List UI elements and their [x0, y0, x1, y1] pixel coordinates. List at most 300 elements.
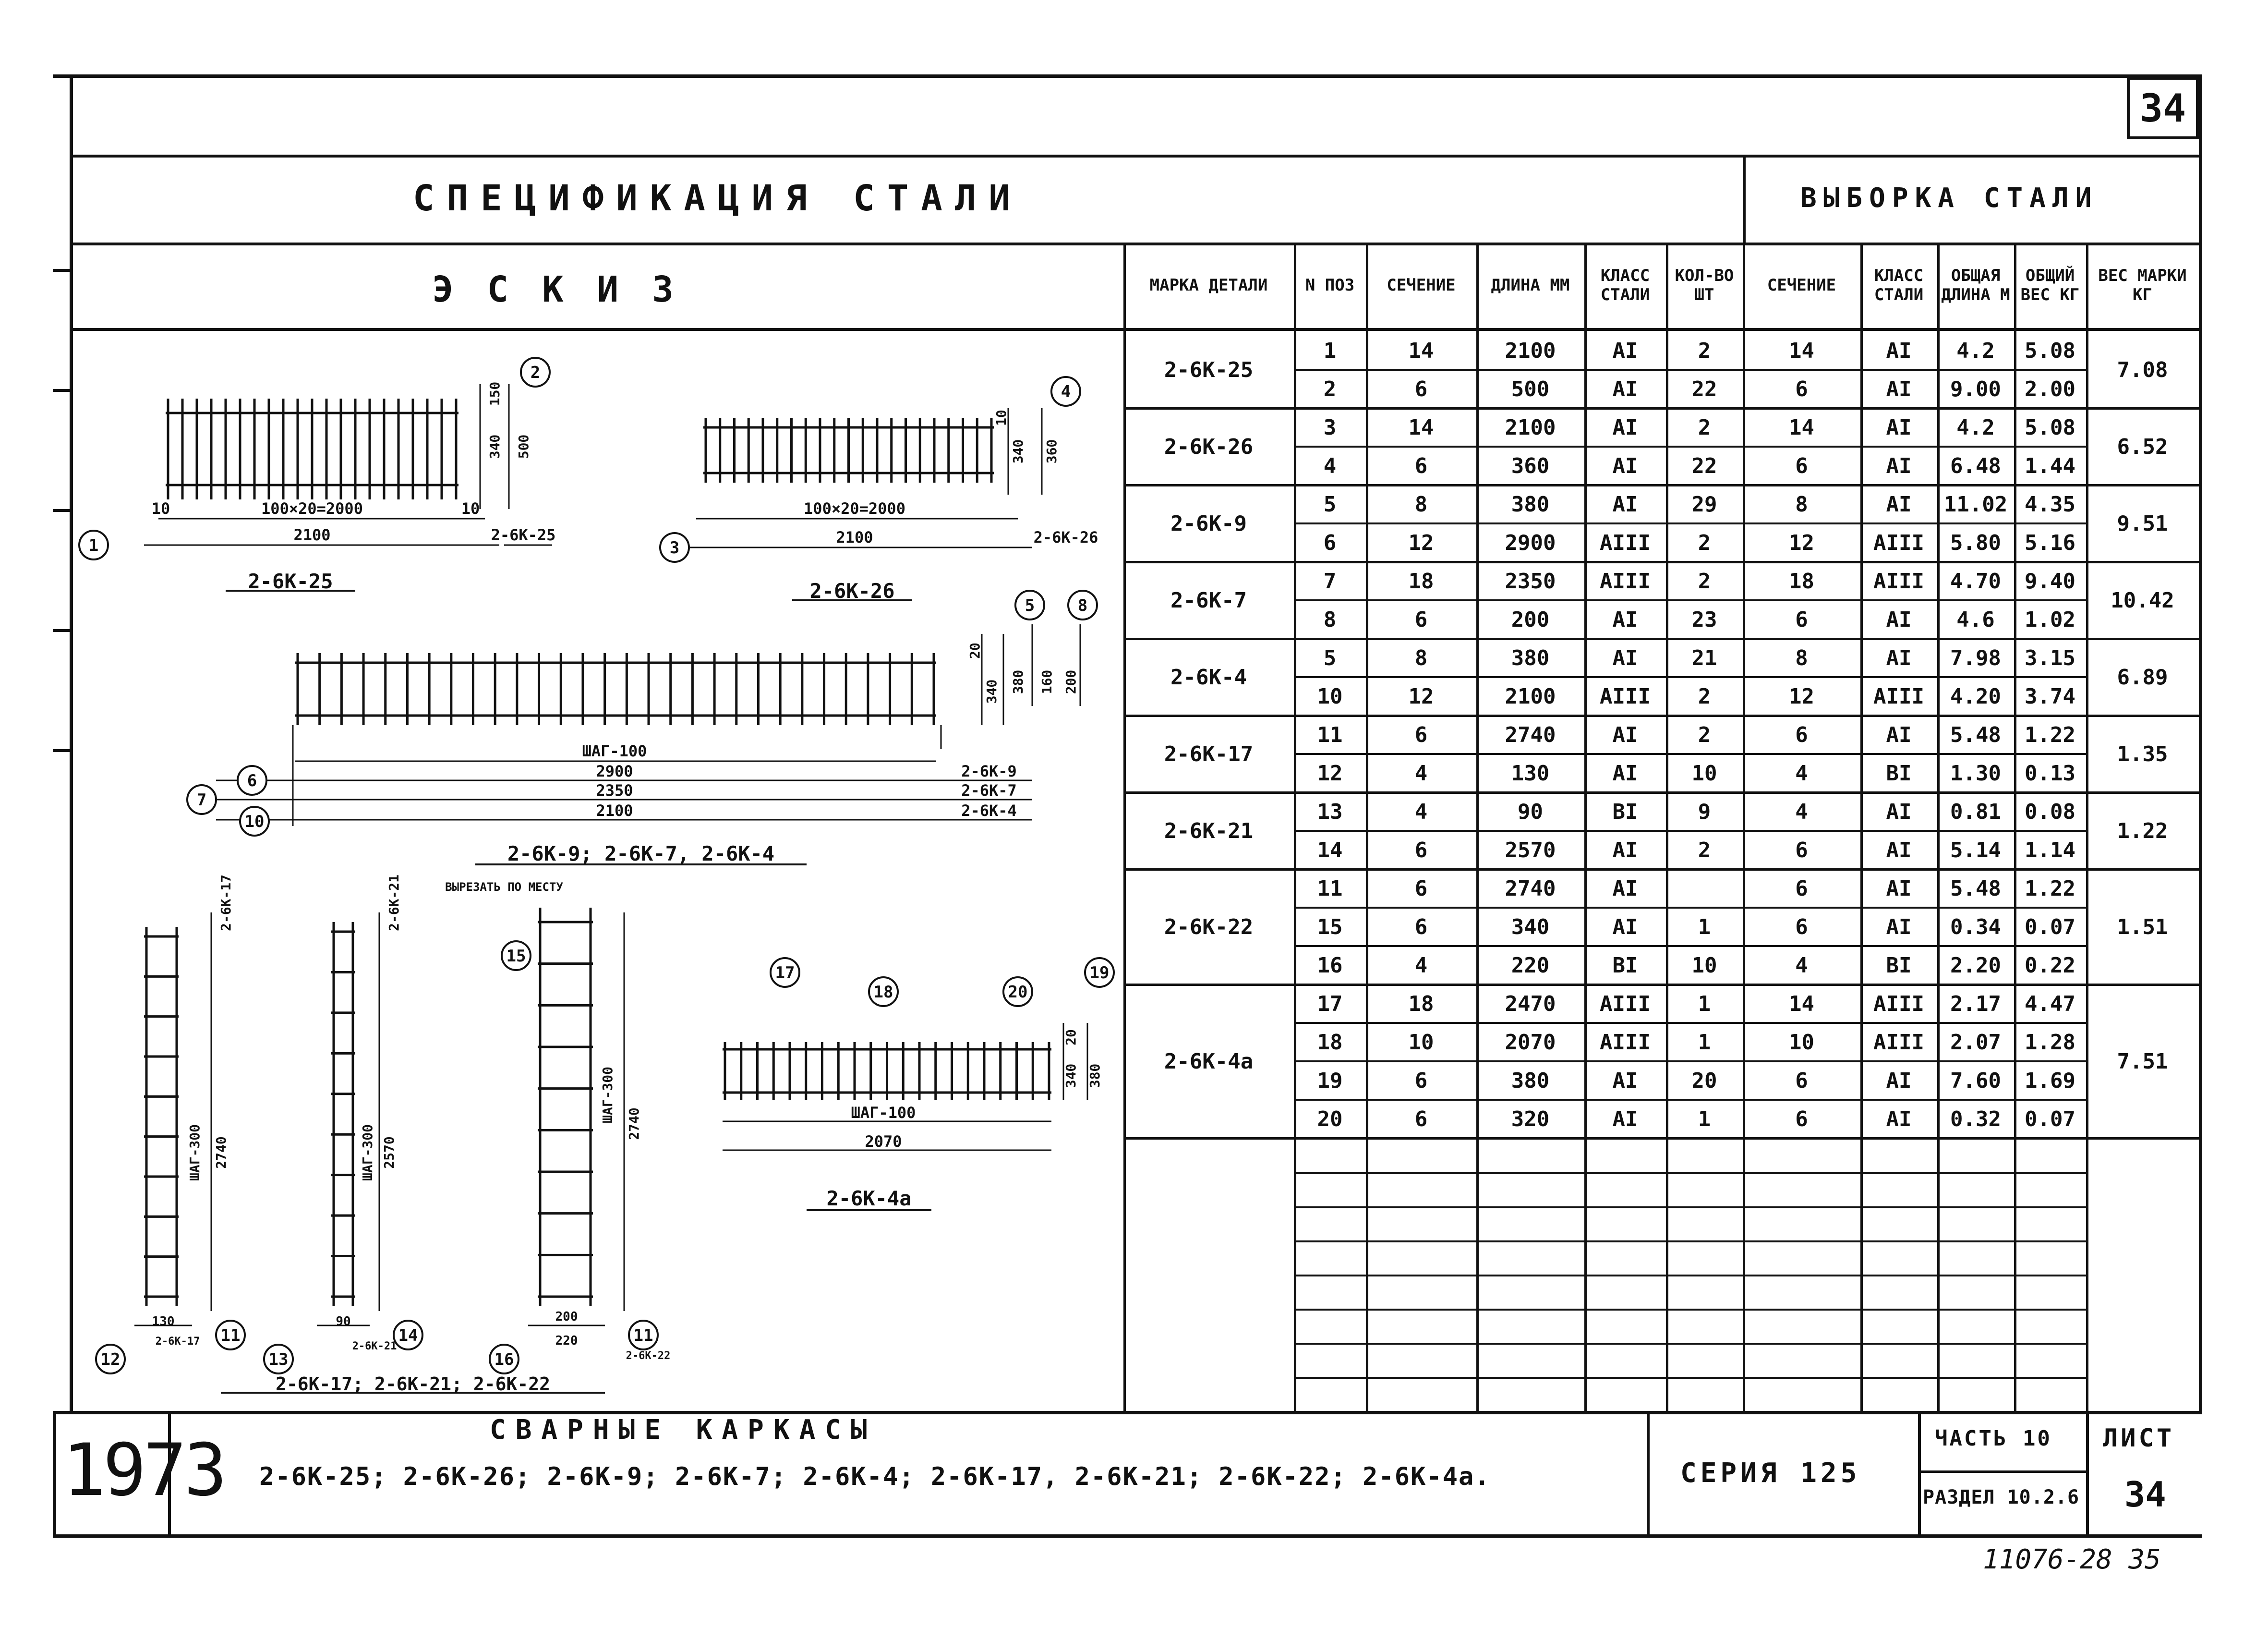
f4-top-17: 2-6К-17	[218, 874, 234, 932]
table-cell: 2470	[1505, 991, 1556, 1016]
table-cell: АIII	[1600, 530, 1651, 555]
table-cell: 4.70	[1950, 569, 2001, 594]
table-cell: 90	[1518, 799, 1543, 824]
table-cell: 4	[1414, 799, 1428, 824]
table-cell: 380	[1511, 1068, 1550, 1093]
table-cell: 3.15	[2025, 645, 2075, 670]
f4-b2: 90	[336, 1314, 351, 1329]
table-cell: 20	[1317, 1106, 1343, 1131]
table-cell: 9	[1698, 799, 1711, 824]
table-cell: 5.48	[1950, 876, 2001, 901]
frame-footer-left	[53, 1411, 56, 1538]
pos-marker-2: 2	[530, 363, 541, 382]
table-cell: АI	[1886, 453, 1912, 478]
table-cell: 9.40	[2025, 569, 2075, 594]
table-cell: 6	[1795, 607, 1808, 632]
mark-weight-cell: 7.51	[2117, 1049, 2168, 1074]
f2-dim-length: 2100	[836, 528, 873, 547]
header-total-length: ОБЩАЯ ДЛИНА М	[1941, 266, 2010, 304]
edge-tick	[53, 269, 72, 272]
f4-b3-dim: 220	[555, 1334, 578, 1348]
table-cell: АI	[1886, 492, 1912, 517]
sketch-title: ЭСКИЗ	[432, 269, 707, 310]
f2-v10: 10	[993, 410, 1009, 426]
f5-step: ШАГ-100	[851, 1104, 916, 1122]
table-cell: 8	[1323, 607, 1337, 632]
table-cell: АI	[1886, 1068, 1912, 1093]
table-cell: АI	[1886, 377, 1912, 401]
frame-series-divider	[1647, 1411, 1650, 1538]
mark-weight-cell: 6.52	[2117, 434, 2168, 459]
f3-dim-2900: 2900	[596, 762, 633, 780]
f1-side-mark: 2-6К-25	[491, 526, 556, 544]
table-cell: 4	[1795, 953, 1808, 978]
f5-v380: 380	[1087, 1063, 1103, 1088]
table-cell: 2740	[1505, 722, 1556, 747]
mark-weight-cell: 6.89	[2117, 665, 2168, 690]
f4-b2-mark: 2-6К-21	[352, 1340, 397, 1352]
frame-2-6k-9-7-4	[216, 624, 1080, 864]
table-cell: АI	[1612, 645, 1638, 670]
table-cell: 5.48	[1950, 722, 2001, 747]
selection-title: ВЫБОРКА СТАЛИ	[1800, 182, 2099, 214]
table-cell: 6	[1414, 914, 1428, 939]
pos-marker-13: 13	[268, 1350, 289, 1369]
table-cell: 6	[1795, 914, 1808, 939]
table-cell: 4.2	[1956, 338, 1995, 363]
table-cell: АI	[1886, 415, 1912, 440]
f2-side-mark: 2-6К-26	[1033, 528, 1098, 547]
header-count: КОЛ-ВО ШТ	[1675, 266, 1734, 304]
f1-v150: 150	[487, 381, 503, 406]
mark-weight-cell: 7.08	[2117, 357, 2168, 382]
table-cell: 10	[1691, 953, 1717, 978]
table-cell: 2070	[1505, 1030, 1556, 1055]
table-cell: 2100	[1505, 338, 1556, 363]
table-cell: 7.60	[1950, 1068, 2001, 1093]
table-cell: АI	[1612, 1106, 1638, 1131]
table-cell: АI	[1612, 1068, 1638, 1093]
mark-cell: 2-6К-25	[1164, 357, 1254, 382]
f3-dim-2350: 2350	[596, 781, 633, 800]
table-cell: 1.14	[2025, 838, 2075, 863]
table-cell: 4.2	[1956, 415, 1995, 440]
frame-selection-divider	[1743, 155, 1746, 245]
frame-top	[53, 74, 2202, 78]
f3-v200: 200	[1063, 669, 1079, 694]
mark-cell: 2-6К-21	[1164, 818, 1254, 843]
table-cell: АIII	[1600, 991, 1651, 1016]
table-cell: АI	[1612, 607, 1638, 632]
pos-marker-7: 7	[196, 790, 207, 810]
frame-title-top	[70, 155, 2202, 158]
table-cell: 2100	[1505, 415, 1556, 440]
table-cell: 1	[1698, 914, 1711, 939]
table-cell: АI	[1886, 722, 1912, 747]
f5-v20: 20	[1063, 1029, 1079, 1045]
table-cell: 10	[1317, 684, 1343, 709]
frame-sheet-divider	[2086, 1411, 2089, 1538]
table-cell: 6	[1414, 1106, 1428, 1131]
table-cell: 1	[1698, 1106, 1711, 1131]
table-cell	[1666, 869, 1743, 908]
f3-mark-7: 2-6К-7	[961, 781, 1017, 800]
table-cell: 12	[1317, 761, 1343, 786]
table-cell: 18	[1408, 569, 1434, 594]
table-cell: ВI	[1886, 761, 1912, 786]
edge-tick	[53, 389, 72, 392]
table-cell: 6	[1414, 453, 1428, 478]
f3-step: ШАГ-100	[582, 742, 647, 760]
f3-mark-4: 2-6К-4	[961, 802, 1017, 820]
table-header-line	[1123, 328, 2199, 331]
table-cell: 6	[1795, 722, 1808, 747]
table-cell: 10	[1408, 1030, 1434, 1055]
f4-label: 2-6К-17; 2-6К-21; 2-6К-22	[276, 1373, 550, 1395]
table-cell: 1	[1323, 338, 1337, 363]
table-cell: 5.14	[1950, 838, 2001, 863]
table-cell: 8	[1414, 645, 1428, 670]
table-cell: 1.22	[2025, 876, 2075, 901]
table-cell: 2570	[1505, 838, 1556, 863]
table-cell: 14	[1789, 338, 1814, 363]
table-cell: АIII	[1873, 530, 1924, 555]
header-sel-class: КЛАСС СТАЛИ	[1874, 266, 1924, 304]
table-cell: 2100	[1505, 684, 1556, 709]
footer-part: ЧАСТЬ 10	[1935, 1426, 2052, 1451]
header-sel-section: СЕЧЕНИЕ	[1767, 276, 1836, 295]
footer-section: РАЗДЕЛ 10.2.6	[1923, 1486, 2080, 1508]
frame-part-divider	[1918, 1411, 1921, 1538]
table-cell: 4	[1414, 761, 1428, 786]
table-cell: 1.44	[2025, 453, 2075, 478]
table-cell: ВI	[1612, 953, 1638, 978]
mark-weight-cell: 1.35	[2117, 741, 2168, 766]
table-cell: 5	[1323, 492, 1337, 517]
table-cell: 16	[1317, 953, 1343, 978]
f5-label: 2-6К-4а	[826, 1187, 912, 1210]
table-cell: 2350	[1505, 569, 1556, 594]
table-cell: 1.69	[2025, 1068, 2075, 1093]
table-empty-row-line	[1294, 1172, 2086, 1174]
table-cell: 340	[1511, 914, 1550, 939]
footer-year: 1973	[62, 1429, 225, 1512]
table-cell: 0.22	[2025, 953, 2075, 978]
pos-marker-17: 17	[775, 963, 795, 983]
table-cell: ВI	[1612, 799, 1638, 824]
table-cell: 6	[1795, 377, 1808, 401]
edge-tick	[53, 749, 72, 752]
f1-v500: 500	[516, 434, 531, 459]
table-cell: 4.47	[2025, 991, 2075, 1016]
table-cell: 20	[1691, 1068, 1717, 1093]
footer-stamp: 11076-28 35	[1983, 1544, 2161, 1575]
f4-step-2: ШАГ-300	[360, 1124, 375, 1181]
table-empty-row-line	[1294, 1309, 2086, 1311]
table-cell: 2900	[1505, 530, 1556, 555]
table-cell: 18	[1789, 569, 1814, 594]
table-cell: 1	[1698, 1030, 1711, 1055]
table-cell: АIII	[1873, 991, 1924, 1016]
table-cell: 14	[1317, 838, 1343, 863]
table-cell: 4	[1795, 799, 1808, 824]
f1-dim-spacing: 100×20=2000	[261, 499, 363, 518]
mark-cell: 2-6К-17	[1164, 741, 1254, 766]
table-cell: 6	[1414, 1068, 1428, 1093]
f4-b1: 130	[152, 1314, 175, 1329]
table-cell: 11.02	[1943, 492, 2008, 517]
table-cell: 4.20	[1950, 684, 2001, 709]
table-cell: 21	[1691, 645, 1717, 670]
table-cell: 1	[1698, 991, 1711, 1016]
pos-marker-15: 15	[506, 947, 526, 966]
table-cell: 500	[1511, 377, 1550, 401]
mark-weight-cell: 1.22	[2117, 818, 2168, 843]
table-group-line	[1123, 1137, 2199, 1140]
table-cell: АI	[1612, 838, 1638, 863]
sketch-drawing	[72, 331, 1123, 1407]
table-cell: АIII	[1600, 684, 1651, 709]
mark-cell: 2-6К-9	[1170, 511, 1247, 536]
table-cell: 2.17	[1950, 991, 2001, 1016]
table-cell: 380	[1511, 645, 1550, 670]
f3-v340: 340	[984, 679, 1000, 704]
table-cell: 200	[1511, 607, 1550, 632]
f4-top-21: 2-6К-21	[386, 874, 402, 932]
table-cell: 15	[1317, 914, 1343, 939]
table-cell: 0.81	[1950, 799, 2001, 824]
table-empty-row-line	[1294, 1206, 2086, 1208]
pos-marker-12: 12	[100, 1350, 121, 1369]
table-cell: 1.02	[2025, 607, 2075, 632]
frame-part-mid	[1918, 1470, 2086, 1473]
table-cell: 3	[1323, 415, 1337, 440]
table-cell: 6	[1414, 607, 1428, 632]
table-cell: 5.08	[2025, 415, 2075, 440]
table-cell: 6	[1795, 453, 1808, 478]
table-cell: 130	[1511, 761, 1550, 786]
f1-dim-10b: 10	[461, 499, 480, 518]
f1-v340: 340	[487, 434, 503, 459]
table-cell: 0.13	[2025, 761, 2075, 786]
table-cell: 2	[1698, 569, 1711, 594]
table-cell: 12	[1789, 684, 1814, 709]
frame-bottom	[53, 1411, 2202, 1414]
frame-footer-bottom	[53, 1534, 2202, 1538]
table-cell: 12	[1408, 684, 1434, 709]
f1-dim-10a: 10	[151, 499, 170, 518]
spec-title: СПЕЦИФИКАЦИЯ СТАЛИ	[413, 178, 1023, 219]
pos-marker-5: 5	[1025, 596, 1035, 615]
pos-marker-6: 6	[247, 771, 257, 790]
frame-2-6k-25	[144, 381, 552, 591]
pos-marker-14: 14	[398, 1326, 418, 1345]
table-cell: 7.98	[1950, 645, 2001, 670]
table-col-line	[2199, 243, 2201, 1411]
table-cell: АIII	[1873, 569, 1924, 594]
table-empty-row-line	[1294, 1377, 2086, 1379]
f5-length: 2070	[865, 1132, 902, 1151]
pos-marker-11b: 11	[633, 1326, 653, 1345]
f3-label: 2-6К-9; 2-6К-7, 2-6К-4	[507, 842, 775, 865]
pos-marker-18: 18	[873, 983, 893, 1002]
edge-tick	[53, 629, 72, 632]
f2-v360: 360	[1044, 439, 1060, 464]
pos-marker-20: 20	[1008, 983, 1028, 1002]
table-cell: 29	[1691, 492, 1717, 517]
header-class: КЛАСС СТАЛИ	[1600, 266, 1650, 304]
edge-tick	[53, 509, 72, 512]
table-cell: АI	[1612, 761, 1638, 786]
footer-series: СЕРИЯ 125	[1680, 1458, 1861, 1489]
f3-dim-2100: 2100	[596, 802, 633, 820]
table-cell: АI	[1886, 799, 1912, 824]
mark-cell: 2-6К-4	[1170, 665, 1247, 690]
table-cell: 2.20	[1950, 953, 2001, 978]
table-cell: АI	[1886, 338, 1912, 363]
table-cell: 23	[1691, 607, 1717, 632]
table-cell: 5.80	[1950, 530, 2001, 555]
table-cell: 2	[1698, 684, 1711, 709]
table-cell: АIII	[1873, 684, 1924, 709]
table-cell: 2	[1698, 338, 1711, 363]
table-cell: 0.34	[1950, 914, 2001, 939]
table-empty-row-line	[1294, 1275, 2086, 1276]
table-cell: АI	[1612, 722, 1638, 747]
table-cell: АI	[1886, 607, 1912, 632]
f4-step-1: ШАГ-300	[187, 1124, 203, 1181]
table-cell: 1.22	[2025, 722, 2075, 747]
table-cell: АI	[1612, 377, 1638, 401]
header-section: СЕЧЕНИЕ	[1387, 276, 1456, 295]
table-cell: 13	[1317, 799, 1343, 824]
mark-weight-cell: 9.51	[2117, 511, 2168, 536]
table-cell: 0.07	[2025, 914, 2075, 939]
mark-cell: 2-6К-22	[1164, 914, 1254, 939]
frame-2-6k-17-21-22	[134, 908, 624, 1393]
header-length: ДЛИНА ММ	[1491, 276, 1570, 295]
table-cell: 2	[1698, 838, 1711, 863]
table-cell: 6	[1414, 377, 1428, 401]
f3-v160: 160	[1039, 669, 1055, 694]
table-cell: 4	[1414, 953, 1428, 978]
table-cell: 6	[1323, 530, 1337, 555]
table-cell: 12	[1408, 530, 1434, 555]
table-cell: АIII	[1600, 569, 1651, 594]
table-cell: 6	[1414, 722, 1428, 747]
table-cell: АIII	[1600, 1030, 1651, 1055]
table-cell: 11	[1317, 876, 1343, 901]
pos-marker-19: 19	[1089, 963, 1110, 983]
f2-v340: 340	[1010, 439, 1026, 464]
table-cell: 5	[1323, 645, 1337, 670]
table-cell: 5.16	[2025, 530, 2075, 555]
table-cell: 6	[1414, 876, 1428, 901]
page-number-box	[2127, 77, 2199, 139]
f3-mark-9: 2-6К-9	[961, 762, 1017, 780]
table-cell: 2	[1698, 530, 1711, 555]
table-cell: 6	[1414, 838, 1428, 863]
f1-dim-length: 2100	[293, 526, 331, 544]
table-cell: 6	[1795, 1106, 1808, 1131]
table-cell: 6.48	[1950, 453, 2001, 478]
table-cell: 12	[1789, 530, 1814, 555]
table-cell: 14	[1408, 338, 1434, 363]
f4-b3-mark: 2-6К-22	[626, 1350, 671, 1362]
header-mark: МАРКА ДЕТАЛИ	[1149, 276, 1268, 295]
table-cell: 2.00	[2025, 377, 2075, 401]
table-cell: 380	[1511, 492, 1550, 517]
table-cell: 8	[1414, 492, 1428, 517]
header-mark-weight: ВЕС МАРКИ КГ	[2098, 266, 2187, 304]
table-cell: 5.08	[2025, 338, 2075, 363]
table-cell: 4.35	[2025, 492, 2075, 517]
page-number: 34	[2139, 85, 2186, 131]
table-cell: АI	[1886, 645, 1912, 670]
table-cell: 0.08	[2025, 799, 2075, 824]
table-cell: 1.28	[2025, 1030, 2075, 1055]
table-cell: ВI	[1886, 953, 1912, 978]
table-cell: 10	[1691, 761, 1717, 786]
f4-len-3: 2740	[626, 1107, 642, 1140]
table-cell: 320	[1511, 1106, 1550, 1131]
table-cell: АIII	[1873, 1030, 1924, 1055]
pos-marker-3: 3	[669, 538, 680, 558]
header-pos: N ПОЗ	[1305, 276, 1355, 295]
footer-sheet-number: 34	[2124, 1474, 2166, 1515]
table-cell: 2	[1698, 415, 1711, 440]
table-cell: АI	[1612, 453, 1638, 478]
table-cell: 18	[1408, 991, 1434, 1016]
f4-b1-mark: 2-6К-17	[155, 1336, 200, 1348]
table-cell: 2.07	[1950, 1030, 2001, 1055]
table-cell: 18	[1317, 1030, 1343, 1055]
mark-cell: 2-6К-26	[1164, 434, 1254, 459]
table-cell: 4	[1323, 453, 1337, 478]
table-cell: 9.00	[1950, 377, 2001, 401]
table-cell: АI	[1886, 914, 1912, 939]
table-cell: 6	[1795, 1068, 1808, 1093]
frame-sketch-title-bottom	[70, 328, 1126, 331]
table-cell: 6	[1795, 838, 1808, 863]
mark-cell: 2-6К-4а	[1164, 1049, 1254, 1074]
pos-marker-11a: 11	[220, 1326, 241, 1345]
table-cell: АI	[1612, 492, 1638, 517]
f2-label: 2-6К-26	[809, 579, 895, 603]
table-cell: 1.30	[1950, 761, 2001, 786]
table-cell: 220	[1511, 953, 1550, 978]
pos-marker-1: 1	[88, 536, 99, 555]
f1-label: 2-6К-25	[248, 570, 333, 593]
table-cell: 360	[1511, 453, 1550, 478]
table-cell: АI	[1886, 876, 1912, 901]
table-cell: 2740	[1505, 876, 1556, 901]
f2-dim-spacing: 100×20=2000	[804, 499, 905, 518]
table-cell: АI	[1612, 876, 1638, 901]
table-cell: 22	[1691, 453, 1717, 478]
f3-v20: 20	[967, 643, 983, 659]
footer-title: СВАРНЫЕ КАРКАСЫ	[490, 1414, 877, 1446]
pos-marker-16: 16	[494, 1350, 514, 1369]
table-cell: АI	[1612, 415, 1638, 440]
table-cell: 6	[1795, 876, 1808, 901]
table-empty-row-line	[1294, 1343, 2086, 1345]
table-cell: 11	[1317, 722, 1343, 747]
f4-len-1: 2740	[213, 1136, 229, 1169]
pos-marker-4: 4	[1061, 382, 1071, 401]
f4-b3: 200	[555, 1310, 578, 1324]
table-cell: 8	[1795, 645, 1808, 670]
